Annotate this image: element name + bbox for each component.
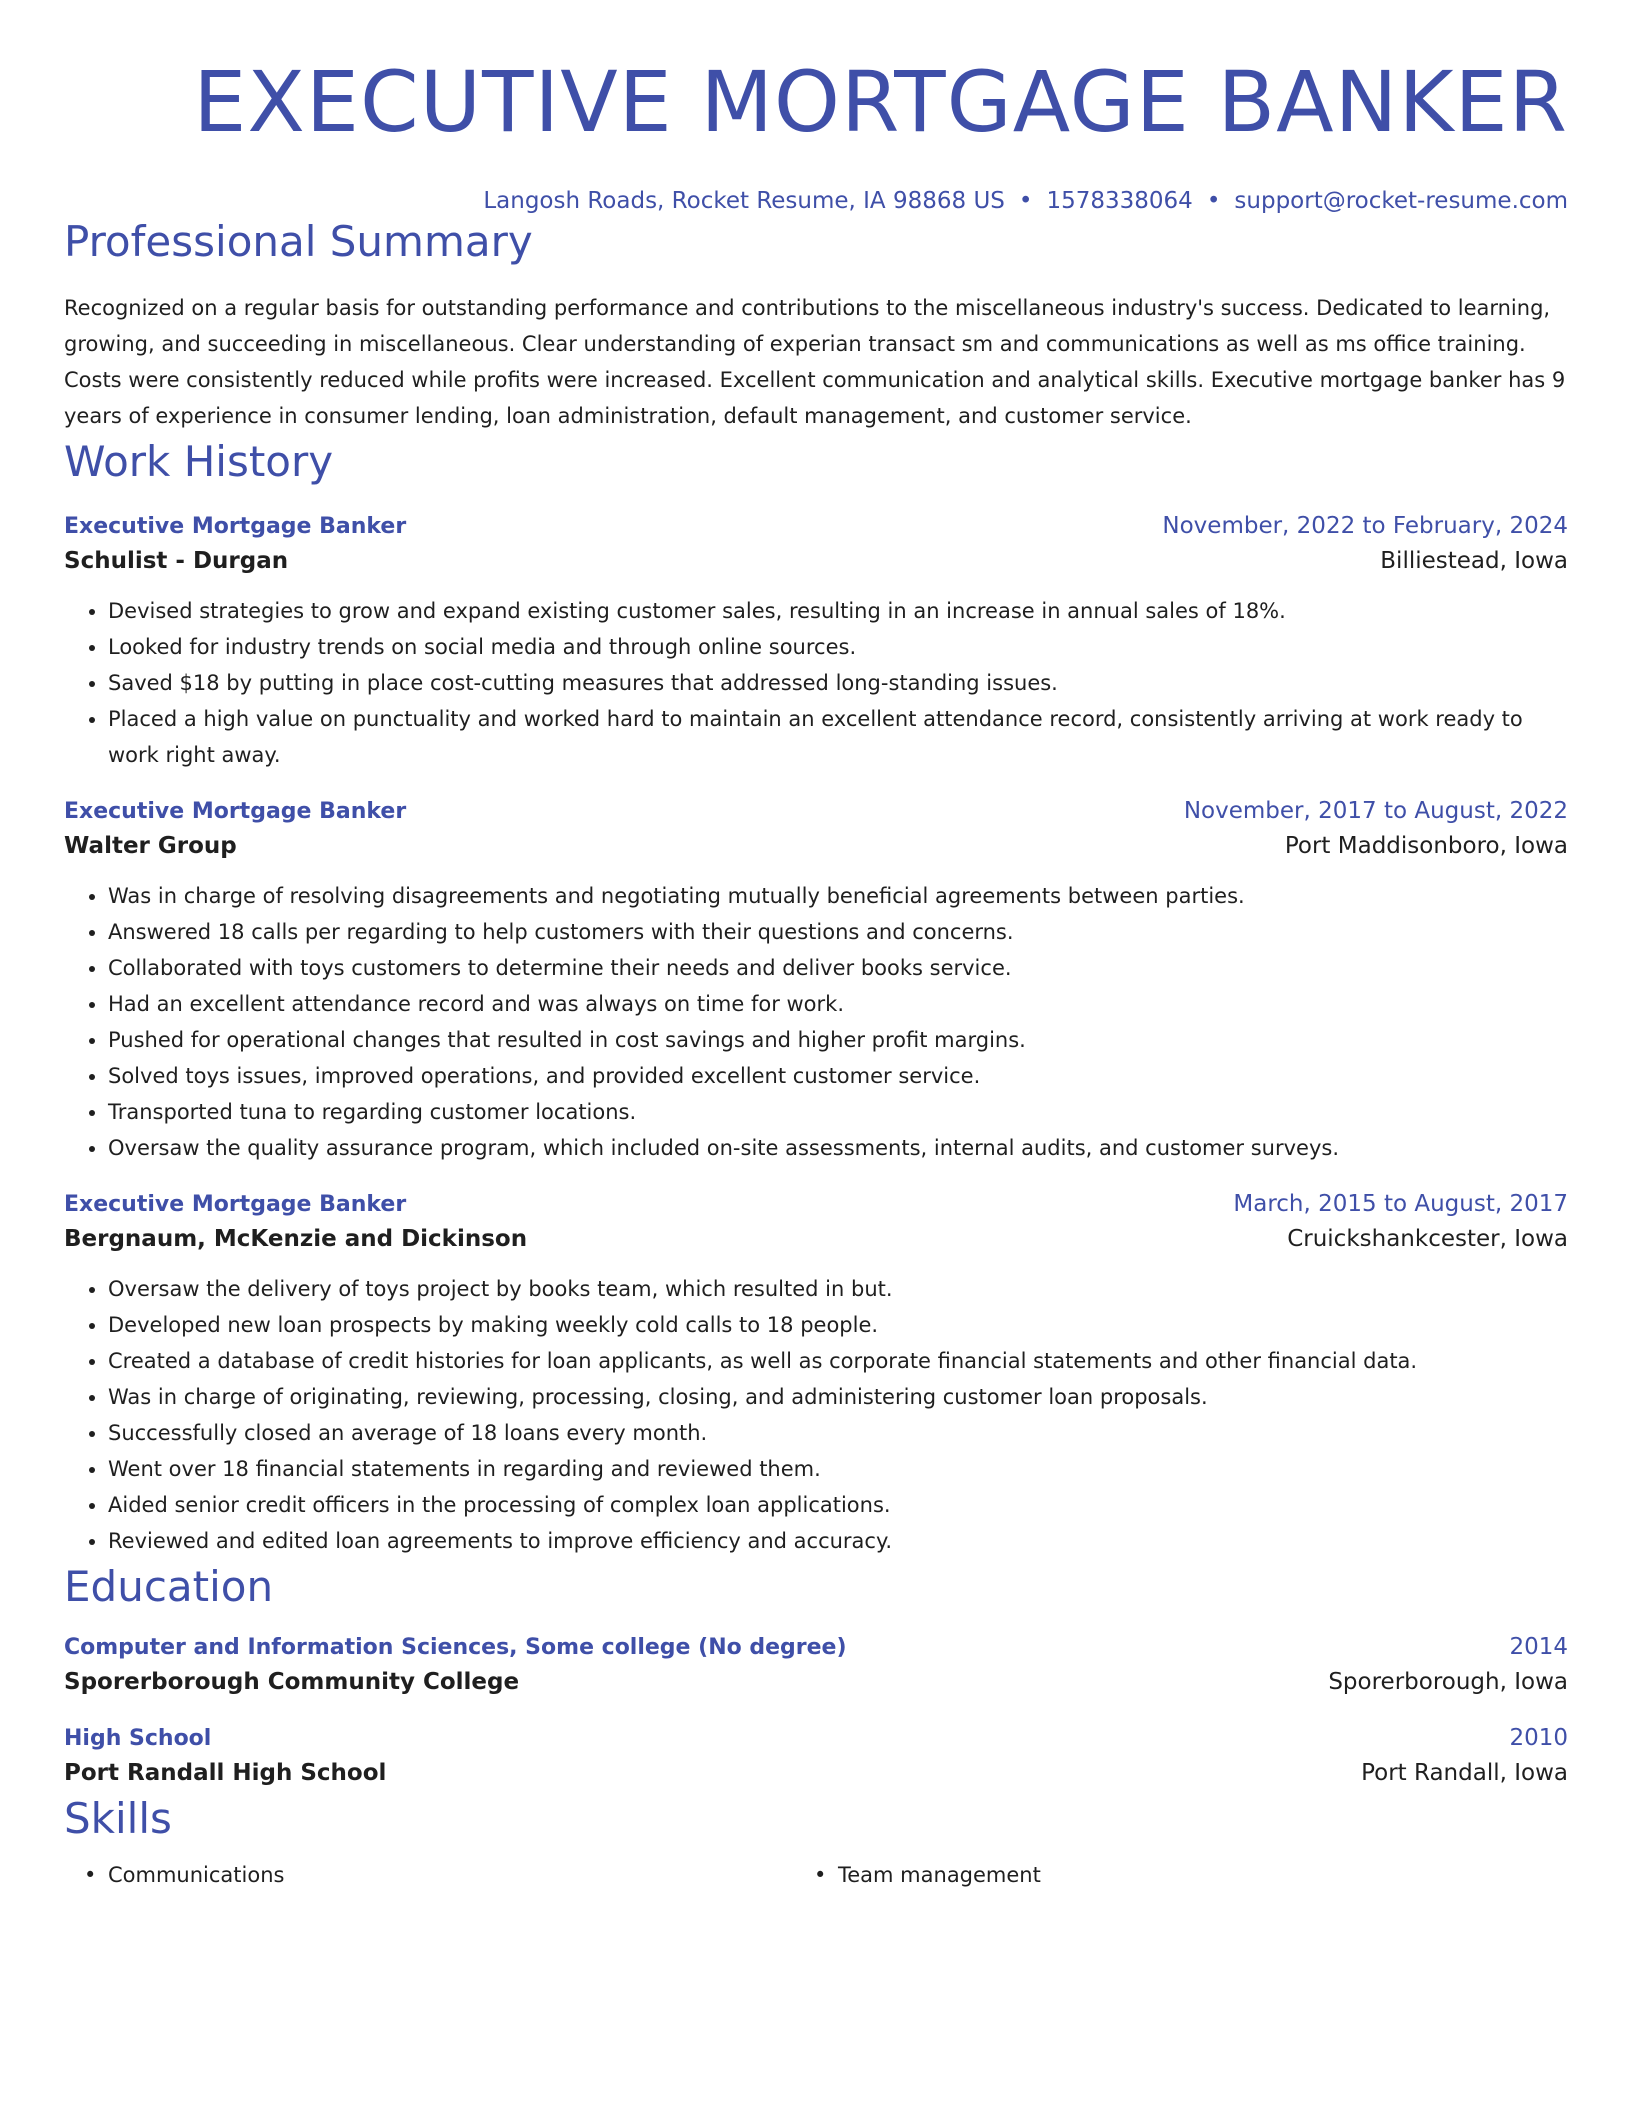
job-dates: March, 2015 to August, 2017 — [1233, 1191, 1568, 1217]
education-school: Sporerborough Community College — [64, 1669, 520, 1695]
job-bullet: • Had an excellent attendance record and was always on time for work. — [108, 986, 1568, 1022]
education-year: 2010 — [1509, 1725, 1568, 1751]
work-history-heading: Work History — [64, 437, 334, 486]
education-heading: Education — [64, 1562, 274, 1611]
skill-item: • Communications — [108, 1857, 838, 1893]
job-bullet: • Transported tuna to regarding customer locations. — [108, 1094, 1568, 1130]
job-company: Schulist - Durgan — [64, 548, 289, 574]
job-bullet: • Reviewed and edited loan agreements to improve efficiency and accuracy. — [108, 1523, 1568, 1559]
job-bullet: • Was in charge of originating, reviewing, processing, closing, and administering customer loan proposals. — [108, 1379, 1568, 1415]
job-bullet: • Saved $18 by putting in place cost-cutting measures that addressed long-standing issues. — [108, 665, 1568, 701]
job-entry — [64, 1188, 1568, 1559]
job-bullet: • Oversaw the delivery of toys project by books team, which resulted in but. — [108, 1271, 1568, 1307]
summary-heading: Professional Summary — [64, 217, 533, 266]
education-entry — [64, 1631, 1568, 1700]
job-bullet: • Solved toys issues, improved operations, and provided excellent customer service. — [108, 1058, 1568, 1094]
contact-line — [64, 188, 1568, 214]
education-degree: Computer and Information Sciences, Some college (No degree) — [64, 1635, 847, 1660]
job-bullet: • Collaborated with toys customers to determine their needs and deliver books service. — [108, 950, 1568, 986]
education-entry — [64, 1722, 1568, 1791]
job-bullet: • Successfully closed an average of 18 loans every month. — [108, 1415, 1568, 1451]
job-bullet: • Developed new loan prospects by making weekly cold calls to 18 people. — [108, 1307, 1568, 1343]
education-degree: High School — [64, 1726, 212, 1751]
job-bullet: • Devised strategies to grow and expand existing customer sales, resulting in an increase in annual sales of 18%. — [108, 593, 1568, 629]
job-dates: November, 2022 to February, 2024 — [1162, 513, 1568, 539]
education-year: 2014 — [1509, 1634, 1568, 1660]
job-entry — [64, 510, 1568, 773]
skills-list — [64, 1857, 1568, 1893]
job-company: Walter Group — [64, 833, 237, 859]
summary-text: Recognized on a regular basis for outstanding performance and contributions to the miscellaneous industry's success. Dedicated to learning, growing, and succeeding in miscellaneous. Clear understanding of experian transact sm and communications as well as ms office training. Costs were consistently reduced while profits were increased. Excellent communication and analytical skills. Executive mortgage banker has 9 years of experience in consumer lending, loan administration, default management, and customer service. — [64, 296, 1566, 428]
resume-name: EXECUTIVE MORTGAGE BANKER — [193, 53, 1568, 151]
job-bullet: • Answered 18 calls per regarding to help customers with their questions and concerns. — [108, 914, 1568, 950]
job-location: Billiestead, Iowa — [1380, 548, 1568, 574]
job-bullet: • Aided senior credit officers in the processing of complex loan applications. — [108, 1487, 1568, 1523]
education-location: Sporerborough, Iowa — [1328, 1669, 1568, 1695]
job-dates: November, 2017 to August, 2022 — [1183, 798, 1568, 824]
job-bullet: • Looked for industry trends on social media and through online sources. — [108, 629, 1568, 665]
job-title: Executive Mortgage Banker — [64, 514, 407, 539]
job-entry — [64, 795, 1568, 1166]
job-bullet: • Was in charge of resolving disagreements and negotiating mutually beneficial agreements between parties. — [108, 878, 1568, 914]
job-bullet: • Went over 18 financial statements in regarding and reviewed them. — [108, 1451, 1568, 1487]
skill-item: • Team management — [838, 1857, 1568, 1893]
contact-address: Langosh Roads, Rocket Resume, IA 98868 US — [483, 188, 1005, 214]
job-bullets — [64, 878, 1568, 1166]
contact-separator: • — [1018, 188, 1033, 214]
job-company: Bergnaum, McKenzie and Dickinson — [64, 1226, 528, 1252]
contact-email: support@rocket-resume.com — [1234, 188, 1568, 214]
job-bullet: • Oversaw the quality assurance program, which included on-site assessments, internal audits, and customer surveys. — [108, 1130, 1568, 1166]
job-location: Cruickshankcester, Iowa — [1287, 1226, 1568, 1252]
job-bullet: • Placed a high value on punctuality and worked hard to maintain an excellent attendance record, consistently arriving at work ready to work right away. — [108, 701, 1568, 773]
contact-separator: • — [1206, 188, 1221, 214]
education-school: Port Randall High School — [64, 1760, 387, 1786]
education-location: Port Randall, Iowa — [1361, 1760, 1568, 1786]
skills-heading: Skills — [64, 1794, 172, 1843]
contact-phone: 1578338064 — [1046, 188, 1193, 214]
job-title: Executive Mortgage Banker — [64, 799, 407, 824]
job-title: Executive Mortgage Banker — [64, 1192, 407, 1217]
job-bullets — [64, 593, 1568, 773]
job-bullet: • Pushed for operational changes that resulted in cost savings and higher profit margins. — [108, 1022, 1568, 1058]
job-bullets — [64, 1271, 1568, 1559]
job-location: Port Maddisonboro, Iowa — [1284, 833, 1568, 859]
job-bullet: • Created a database of credit histories for loan applicants, as well as corporate financial statements and other financial data. — [108, 1343, 1568, 1379]
